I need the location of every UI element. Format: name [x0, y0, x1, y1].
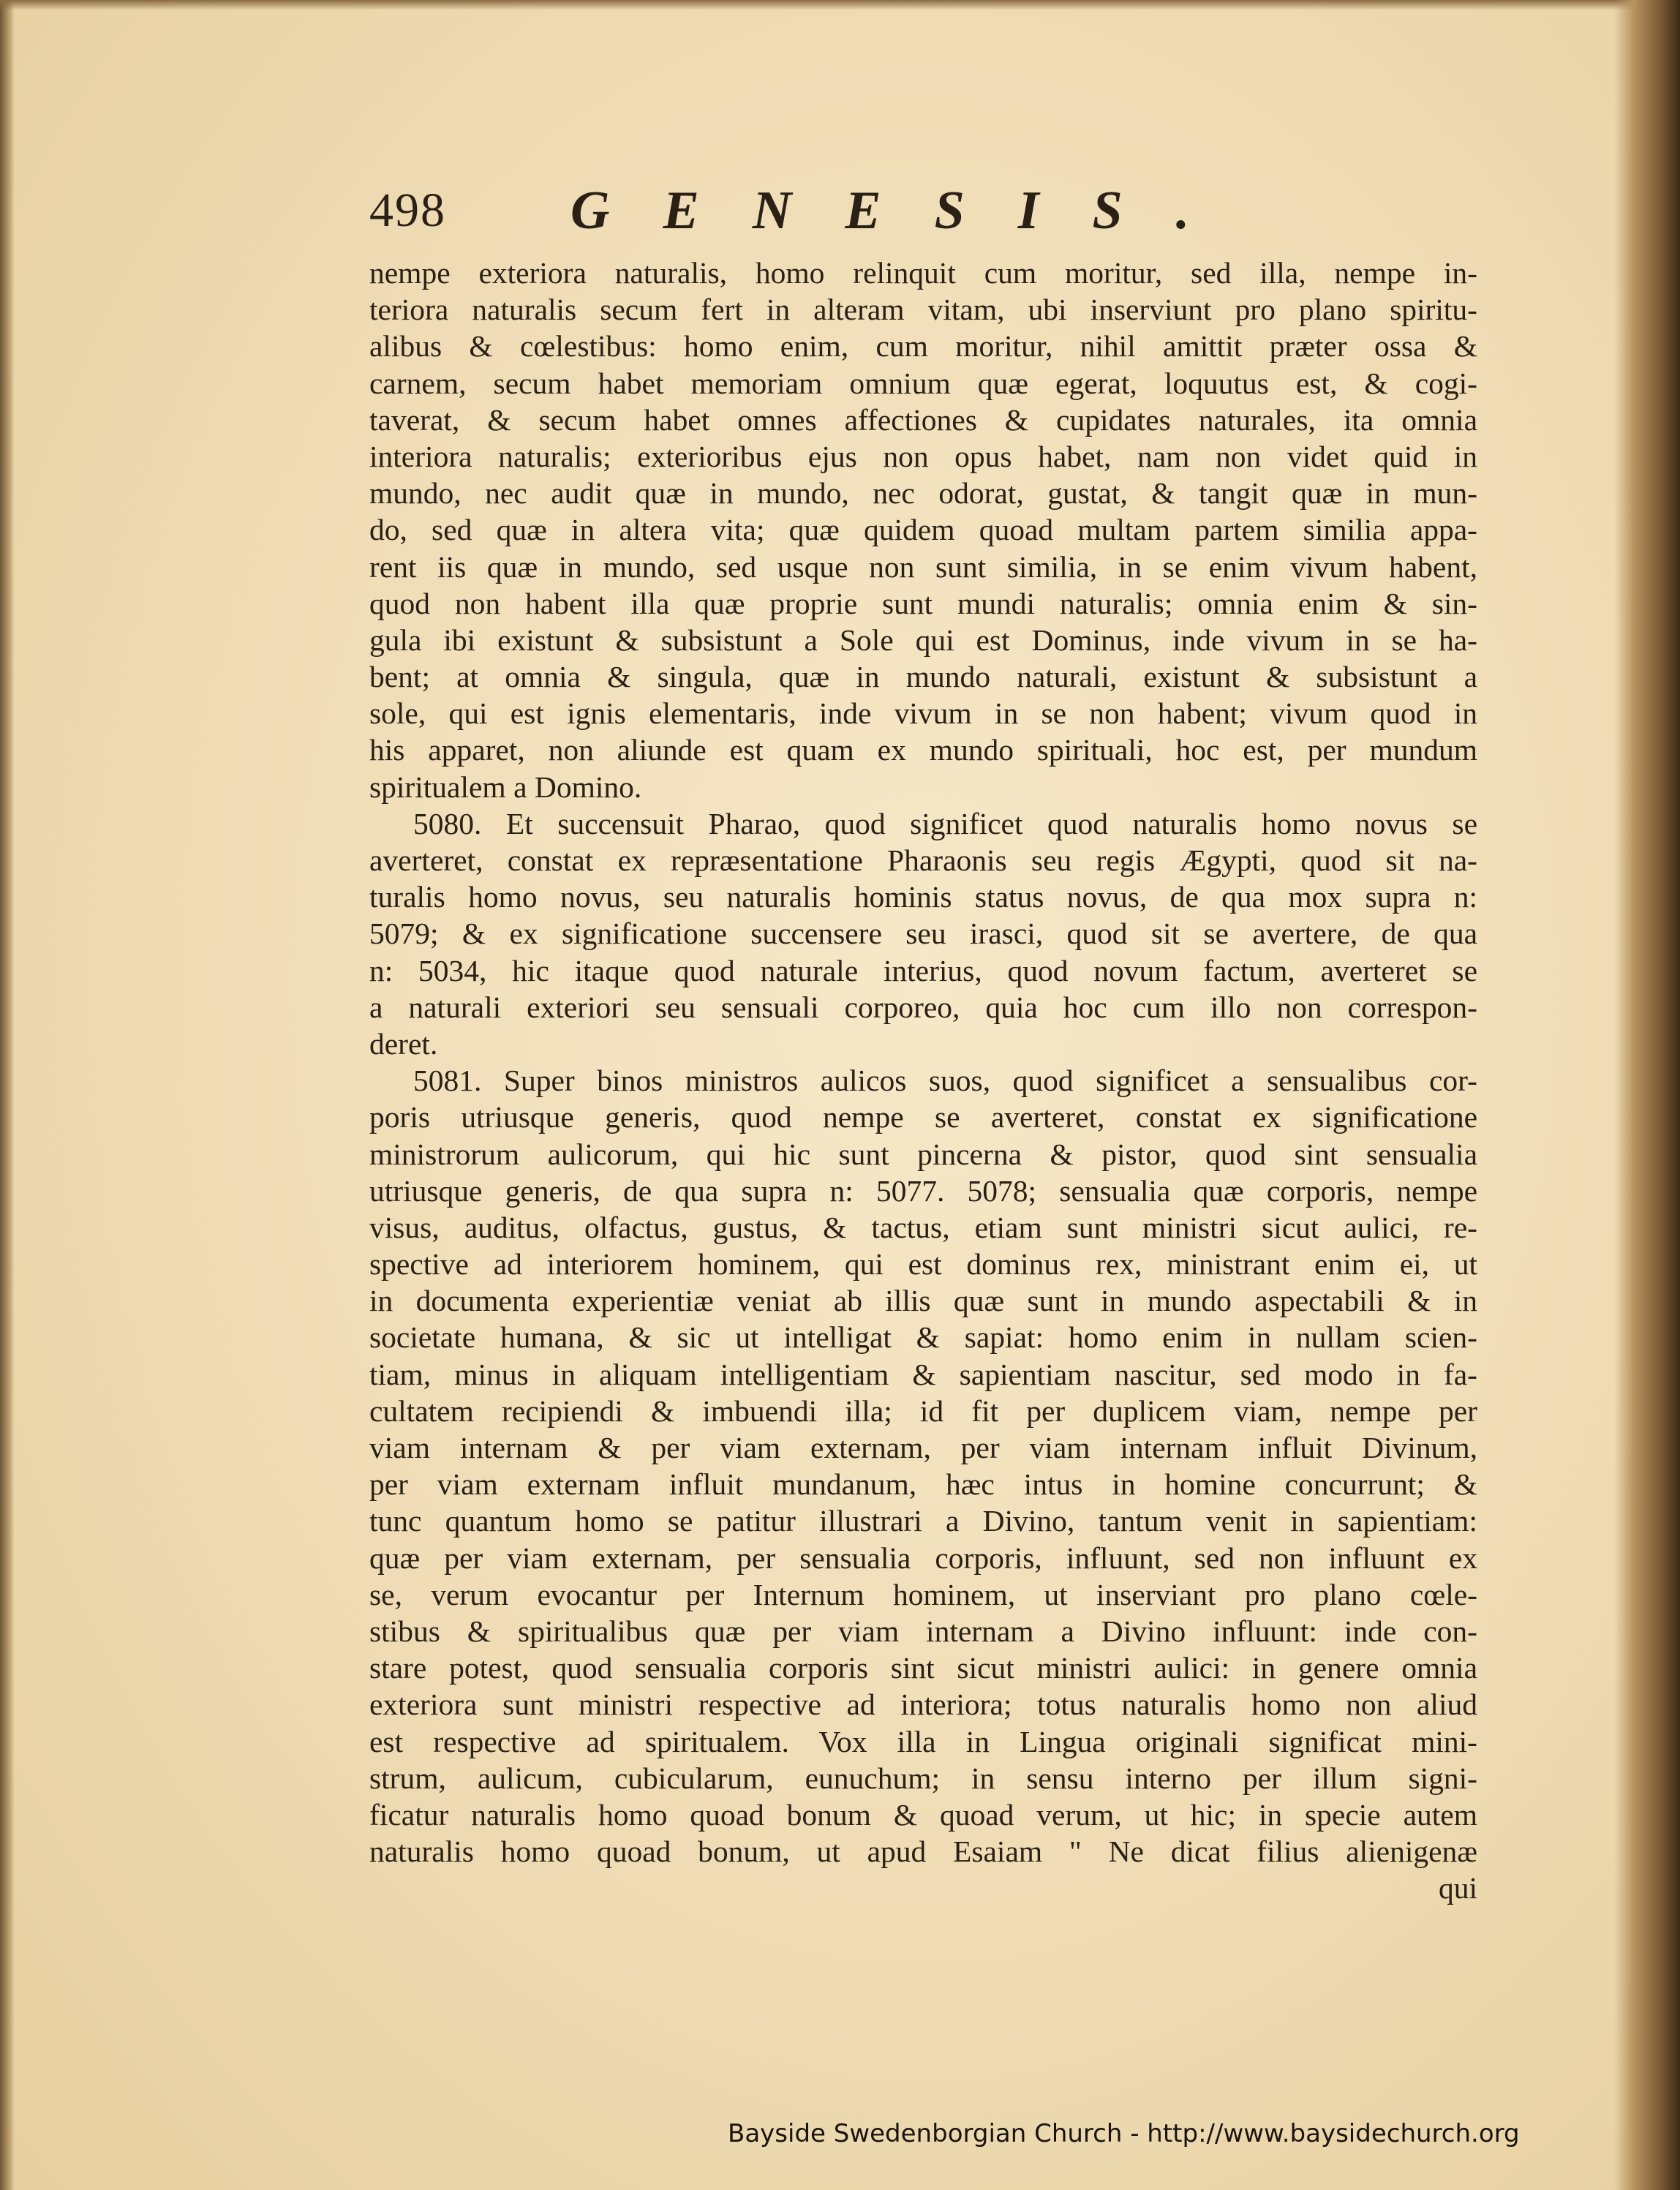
text-line: 5081. Super binos ministros aulicos suos, quod significet a sensualibus cor-	[413, 1064, 1477, 1098]
text-line: carnem, secum habet memoriam omnium quæ egerat, loquutus est, & cogi-	[369, 366, 1477, 400]
page-gutter-shadow	[0, 0, 15, 2190]
text-line: tiam, minus in aliquam intelligentiam & sapientiam nascitur, sed modo in fa-	[369, 1357, 1477, 1391]
text-line: visus, auditus, olfactus, gustus, & tactus, etiam sunt ministri sicut aulici, re-	[369, 1210, 1477, 1244]
text-line: turalis homo novus, seu naturalis hominis status novus, de qua mox supra n:	[369, 880, 1477, 914]
text-line: a naturali exteriori seu sensuali corporeo, quia hoc cum illo non correspon-	[369, 990, 1477, 1024]
text-line: n: 5034, hic itaque quod naturale interius, quod novum factum, averteret se	[369, 953, 1477, 987]
paragraph-5080	[369, 805, 1477, 1062]
text-line: spiritualem a Domino.	[369, 769, 642, 804]
text-line: stare potest, quod sensualia corporis sint sicut ministri aulici: in genere omnia	[369, 1651, 1477, 1685]
text-line: rent iis quæ in mundo, sed usque non sunt similia, in se enim vivum habent,	[369, 549, 1477, 584]
text-line: teriora naturalis secum fert in alteram vitam, ubi inserviunt pro plano spiritu-	[369, 293, 1477, 327]
paragraph-5081	[369, 1062, 1477, 1870]
running-header	[369, 181, 1477, 240]
text-line: gula ibi existunt & subsistunt a Sole qui est Dominus, inde vivum in se ha-	[369, 622, 1477, 657]
page-number: 498	[369, 184, 446, 237]
text-line: utriusque generis, de qua supra n: 5077. 5078; sensualia quæ corporis, nempe	[369, 1173, 1477, 1208]
text-line: taverat, & secum habet omnes affectiones & cupidates naturales, ita omnia	[369, 402, 1477, 437]
paragraph-continuation	[369, 255, 1477, 805]
text-line: stibus & spiritualibus quæ per viam internam a Divino influunt: inde con-	[369, 1614, 1477, 1648]
text-line: strum, aulicum, cubicularum, eunuchum; in sensu interno per illum signi-	[369, 1761, 1477, 1795]
text-line: nempe exteriora naturalis, homo relinquit cum moritur, sed illa, nempe in-	[369, 256, 1477, 290]
text-line: tunc quantum homo se patitur illustrari a Divino, tantum venit in sapientiam:	[369, 1504, 1477, 1538]
text-line: cultatem recipiendi & imbuendi illa; id fit per duplicem viam, nempe per	[369, 1393, 1477, 1428]
text-line: societate humana, & sic ut intelligat & sapiat: homo enim in nullam scien-	[369, 1320, 1477, 1355]
running-title: GENESIS.	[570, 181, 1243, 241]
text-line: est respective ad spiritualem. Vox illa in Lingua originali significat mini-	[369, 1724, 1477, 1758]
text-line: 5080. Et succensuit Pharao, quod significet quod naturalis homo novus se	[413, 806, 1477, 840]
text-line: spective ad interiorem hominem, qui est dominus rex, ministrant enim ei, ut	[369, 1247, 1477, 1282]
text-line: per viam externam influit mundanum, hæc intus in homine concurrunt; &	[369, 1467, 1477, 1502]
page-top-shadow	[0, 0, 1680, 10]
text-line: interiora naturalis; exterioribus ejus non opus habet, nam non videt quid in	[369, 439, 1477, 473]
text-line: alibus & cœlestibus: homo enim, cum moritur, nihil amittit præter ossa &	[369, 329, 1477, 364]
text-line: 5079; & ex significatione succensere seu irasci, quod sit se avertere, de qua	[369, 917, 1477, 951]
text-line: viam internam & per viam externam, per viam internam influit Divinum,	[369, 1431, 1477, 1464]
text-line: averteret, constat ex repræsentatione Pharaonis seu regis Ægypti, quod sit na-	[369, 843, 1477, 877]
text-line: in documenta experientiæ veniat ab illis quæ sunt in mundo aspectabili & in	[369, 1284, 1477, 1318]
text-line: his apparet, non aliunde est quam ex mundo spirituali, hoc est, per mundum	[369, 733, 1477, 767]
body-text	[369, 255, 1477, 1906]
text-line: quod non habent illa quæ proprie sunt mundi naturalis; omnia enim & sin-	[369, 586, 1477, 620]
text-line: ficatur naturalis homo quoad bonum & quoad verum, ut hic; in specie autem	[369, 1797, 1477, 1832]
footer-credit: Bayside Swedenborgian Church - http://www.baysidechurch.org	[728, 2119, 1520, 2148]
text-line: do, sed quæ in altera vita; quæ quidem quoad multam partem similia appa-	[369, 513, 1477, 547]
text-line: deret.	[369, 1026, 438, 1061]
text-line: ministrorum aulicorum, qui hic sunt pincerna & pistor, quod sint sensualia	[369, 1137, 1477, 1171]
text-line: exteriora sunt ministri respective ad interiora; totus naturalis homo non aliud	[369, 1687, 1477, 1722]
text-line: sole, qui est ignis elementaris, inde vivum in se non habent; vivum quod in	[369, 696, 1477, 731]
text-line: quæ per viam externam, per sensualia corporis, influunt, sed non influunt ex	[369, 1540, 1477, 1575]
text-line: bent; at omnia & singula, quæ in mundo naturali, existunt & subsistunt a	[369, 660, 1477, 694]
page-edge-shadow	[1614, 0, 1680, 2190]
text-line: naturalis homo quoad bonum, ut apud Esaiam " Ne dicat filius alienigenæ	[369, 1835, 1477, 1869]
catchword: qui	[1438, 1871, 1477, 1905]
text-line: se, verum evocantur per Internum hominem, ut inserviant pro plano cœle-	[369, 1577, 1477, 1611]
text-line: mundo, nec audit quæ in mundo, nec odorat, gustat, & tangit quæ in mun-	[369, 476, 1477, 511]
text-line: poris utriusque generis, quod nempe se averteret, constat ex significatione	[369, 1100, 1477, 1134]
